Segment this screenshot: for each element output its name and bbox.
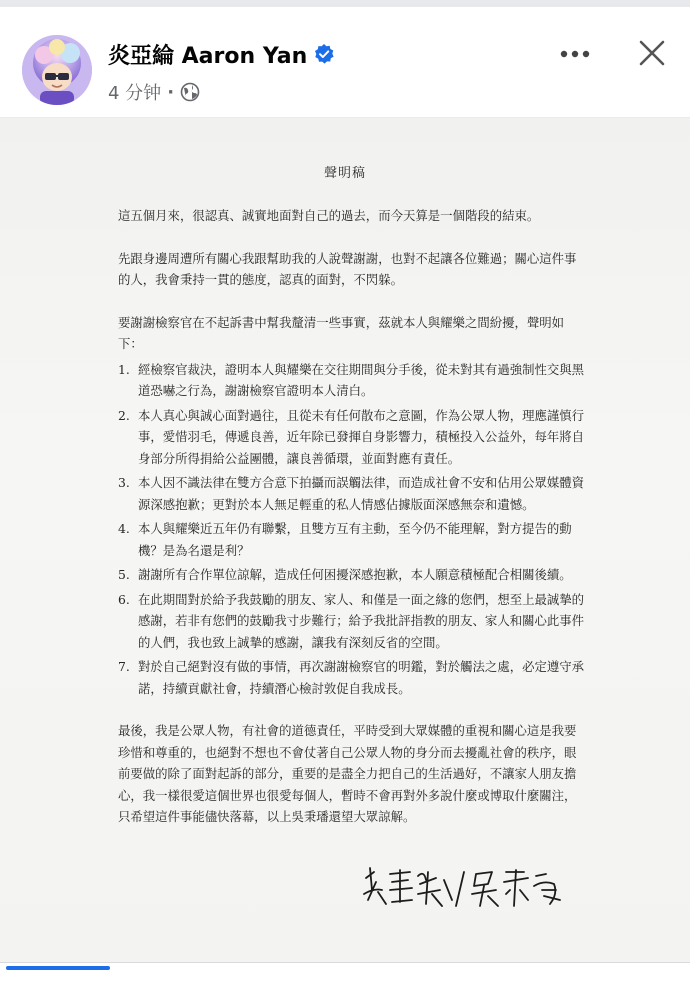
list-text: 在此期間對於給予我鼓勵的朋友、家人、和僅是一面之緣的您們，想至上最誠摯的感謝，若非有您們的鼓勵我寸步難行；給予我批評指教的朋友、家人和關心此事件的人們，我也致上誠摯的感謝，讓我有深刻反省的空間。 <box>138 591 585 650</box>
list-text: 本人與耀樂近五年仍有聯繫，且雙方互有主動，至今仍不能理解，對方提告的動機？是為名還是利？ <box>138 521 572 558</box>
list-number: 3. <box>118 475 130 490</box>
list-text: 本人真心與誠心面對過往，且從未有任何散布之意圖，作為公眾人物，理應謹慎行事，愛惜羽毛，傳遞良善，近年除已發揮自身影響力，積極投入公益外，每年將自身部分所得捐給公益團體，讓良善循環，並面對應有責任。 <box>138 407 585 466</box>
verified-badge-icon <box>313 43 335 65</box>
list-item <box>118 589 588 654</box>
close-icon <box>638 39 666 67</box>
list-number: 4. <box>118 521 130 536</box>
list-number: 2. <box>118 407 130 423</box>
top-strip <box>0 0 690 7</box>
avatar[interactable] <box>22 35 92 105</box>
list-item <box>118 518 588 561</box>
list-item <box>118 359 588 402</box>
statement-document <box>118 205 588 849</box>
list-item <box>118 656 588 699</box>
list-number: 6. <box>118 591 130 607</box>
progress-indicator <box>6 966 110 970</box>
more-options-icon <box>559 49 591 59</box>
list-number: 7. <box>118 659 130 674</box>
handwritten-signature <box>360 860 570 920</box>
list-text: 經檢察官裁決，證明本人與耀樂在交往期間與分手後，從未對其有過強制性交與黑道恐嚇之行為，謝謝檢察官證明本人清白。 <box>138 361 585 398</box>
doc-closing: 最後，我是公眾人物，有社會的道德責任，平時受到大眾媒體的重視和關心這是我要珍惜和尊重的，也絕對不想也不會仗著自己公眾人物的身分而去擾亂社會的秩序，眼前要做的除了面對起訴的部分，重要的是盡全力把自己的生活過好，不讓家人朋友擔心，我一樣很愛這個世界也很愛每個人，暫時不會再對外多說什麼或博取什麼關注，只希望這件事能儘快落幕，以上吳秉璠還望大眾諒解。 <box>118 723 577 824</box>
close-button[interactable] <box>632 33 672 73</box>
statement-list <box>118 359 588 700</box>
author-row <box>108 37 335 71</box>
author-name[interactable]: 炎亞綸 Aaron Yan <box>108 43 308 69</box>
doc-intro: 這五個月來，很認真、誠實地面對自己的過去，而今天算是一個階段的結束。 <box>118 208 540 223</box>
list-number: 1. <box>118 361 130 377</box>
list-text: 謝謝所有合作單位諒解，造成任何困擾深感抱歉，本人願意積極配合相關後續。 <box>138 567 572 582</box>
post-header <box>0 7 690 117</box>
post-meta <box>108 79 200 105</box>
doc-lead: 要謝謝檢察官在不起訴書中幫我釐清一些事實，茲就本人與耀樂之間紛擾，聲明如下： <box>118 314 565 351</box>
meta-separator: · <box>167 81 175 103</box>
list-item <box>118 472 588 515</box>
list-item <box>118 405 588 470</box>
list-text: 本人因不識法律在雙方合意下拍攝而誤觸法律，而造成社會不安和佔用公眾媒體資源深感抱歉；更對於本人無足輕重的私人情感佔據版面深感無奈和遺憾。 <box>138 475 585 512</box>
list-number: 5. <box>118 567 130 582</box>
more-options-button[interactable] <box>555 41 595 67</box>
doc-thanks: 先跟身邊周遭所有關心我跟幫助我的人說聲謝謝，也對不起讓各位難過；關心這件事的人，我會秉持一貫的態度，認真的面對，不閃躲。 <box>118 250 577 287</box>
list-text: 對於自己絕對沒有做的事情，再次謝謝檢察官的明鑑，對於觸法之處，必定遵守承諾，持續貢獻社會，持續潛心檢討敦促自我成長。 <box>138 659 585 696</box>
globe-icon[interactable] <box>180 82 200 102</box>
post-timestamp[interactable]: 4 分钟 <box>108 83 162 104</box>
document-title: 聲明稿 <box>323 166 366 181</box>
bottom-divider <box>0 962 690 963</box>
list-item <box>118 564 588 586</box>
